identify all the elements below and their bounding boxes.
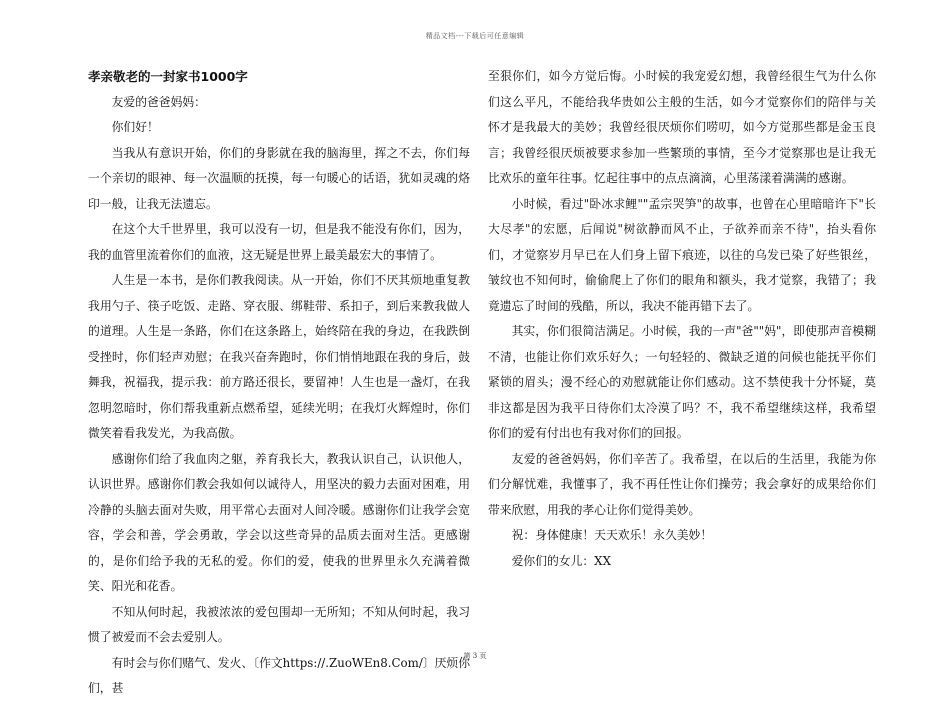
paragraph: 小时候，看过"卧冰求鲤""孟宗哭笋"的故事，也曾在心里暗暗许下"长大尽孝"的宏愿，后闻说"树欲静而风不止，子欲养而亲不待"，抬头看你们，才觉察岁月早已在人们身上留下痕迹，以往的乌发已染了好些银丝，皱纹也不知何时，偷偷爬上了你们的眼角和额头，我才觉察，我错了；我竟遗忘了时间的残酷，所以，我决不能再错下去了。: [488, 196, 876, 313]
paragraph: 人生是一本书，是你们教我阅读。从一开始，你们不厌其烦地重复教我用勺子、筷子吃饭、走路、穿衣服、绑鞋带、系扣子，到后来教我做人的道理。人生是一条路，你们在这条路上，始终陪在我的身边，在我跌倒受挫时，你们轻声劝慰；在我兴奋奔跑时，你们悄悄地跟在我的身后，鼓舞我，祝福我，提示我：前方路还很长，要留神！人生也是一盏灯，在我忽明忽暗时，你们帮我重新点燃希望，延续光明；在我灯火辉煌时，你们微笑着看我发光，为我高傲。: [88, 273, 470, 440]
document-title: 孝亲敬老的一封家书1000字: [88, 69, 248, 84]
page-number: 第 3 页: [463, 652, 487, 660]
paragraph: 爱你们的女儿：XX: [511, 553, 611, 568]
paragraph: 当我从有意识开始，你们的身影就在我的脑海里，挥之不去，你们每一个亲切的眼神、每一次温顺的抚摸，每一句暖心的话语，犹如灵魂的烙印一般，让我无法遗忘。: [88, 145, 470, 211]
paragraph: 感谢你们给了我血肉之躯，养育我长大，教我认识自己，认识他人，认识世界。感谢你们教会我如何以诚待人，用坚决的毅力去面对困难，用冷静的头脑去面对失败，用平常心去面对人间冷暖。感谢你们让我学会宽容，学会和善，学会勇敢，学会以这些奇异的品质去面对生活。更感谢的，是你们给予我的无私的爱。你们的爱，使我的世界里永久充满着微笑、阳光和花香。: [88, 451, 470, 593]
paragraph: 其实，你们很简洁满足。小时候，我的一声"爸""妈"，即使那声音模糊不清，也能让你们欢乐好久；一句轻轻的、微缺乏道的问候也能抚平你们紧锁的眉头；漫不经心的劝慰就能让你们感动。这不禁使我十分怀疑，莫非这都是因为我平日待你们太冷漠了吗？不，我不希望继续这样，我希望你们的爱有付出也有我对你们的回报。: [488, 324, 876, 440]
paragraph: 至狠你们，如今方觉后悔。小时候的我宠爱幻想，我曾经很生气为什么你们这么平凡，不能给我华贵如公主般的生活，如今才觉察你们的陪伴与关怀才是我最大的美妙；我曾经很厌烦你们唠叨，如今方觉那些都是金玉良言；我曾经很厌烦被要求参加一些繁琐的事情，至今才觉察那也是让我无比欢乐的童年往事。忆起往事中的点点滴滴，心里荡漾着满满的感谢。: [488, 69, 876, 185]
paragraph: 友爱的爸爸妈妈，你们辛苦了。我希望，在以后的生活里，我能为你们分解忧难，我懂事了，我不再任性让你们操劳；我会拿好的成果给你们带来欣慰，用我的孝心让你们觉得美妙。: [488, 451, 876, 517]
right-column: [488, 64, 876, 574]
paragraph: 你们好！: [111, 120, 159, 134]
paragraph: 在这个大千世界里，我可以没有一切，但是我不能没有你们，因为，我的血管里流着你们的血液，这无疑是世界上最美最宏大的事情了。: [88, 222, 470, 262]
paragraph: 友爱的爸爸妈妈：: [111, 94, 206, 109]
left-column: [88, 64, 470, 702]
paragraph: 不知从何时起，我被浓浓的爱包围却一无所知；不知从何时起，我习惯了被爱而不会去爱别人。: [88, 604, 470, 644]
paragraph: 祝：身体健康！天天欢乐！永久美妙！: [511, 528, 713, 542]
paragraph: 有时会与你们赌气、发火、〔作文https://.ZuoWEn8.Com/〕厌烦你们，甚: [88, 655, 470, 695]
page-header: 精品文档---下载后可任意编辑: [425, 32, 525, 40]
